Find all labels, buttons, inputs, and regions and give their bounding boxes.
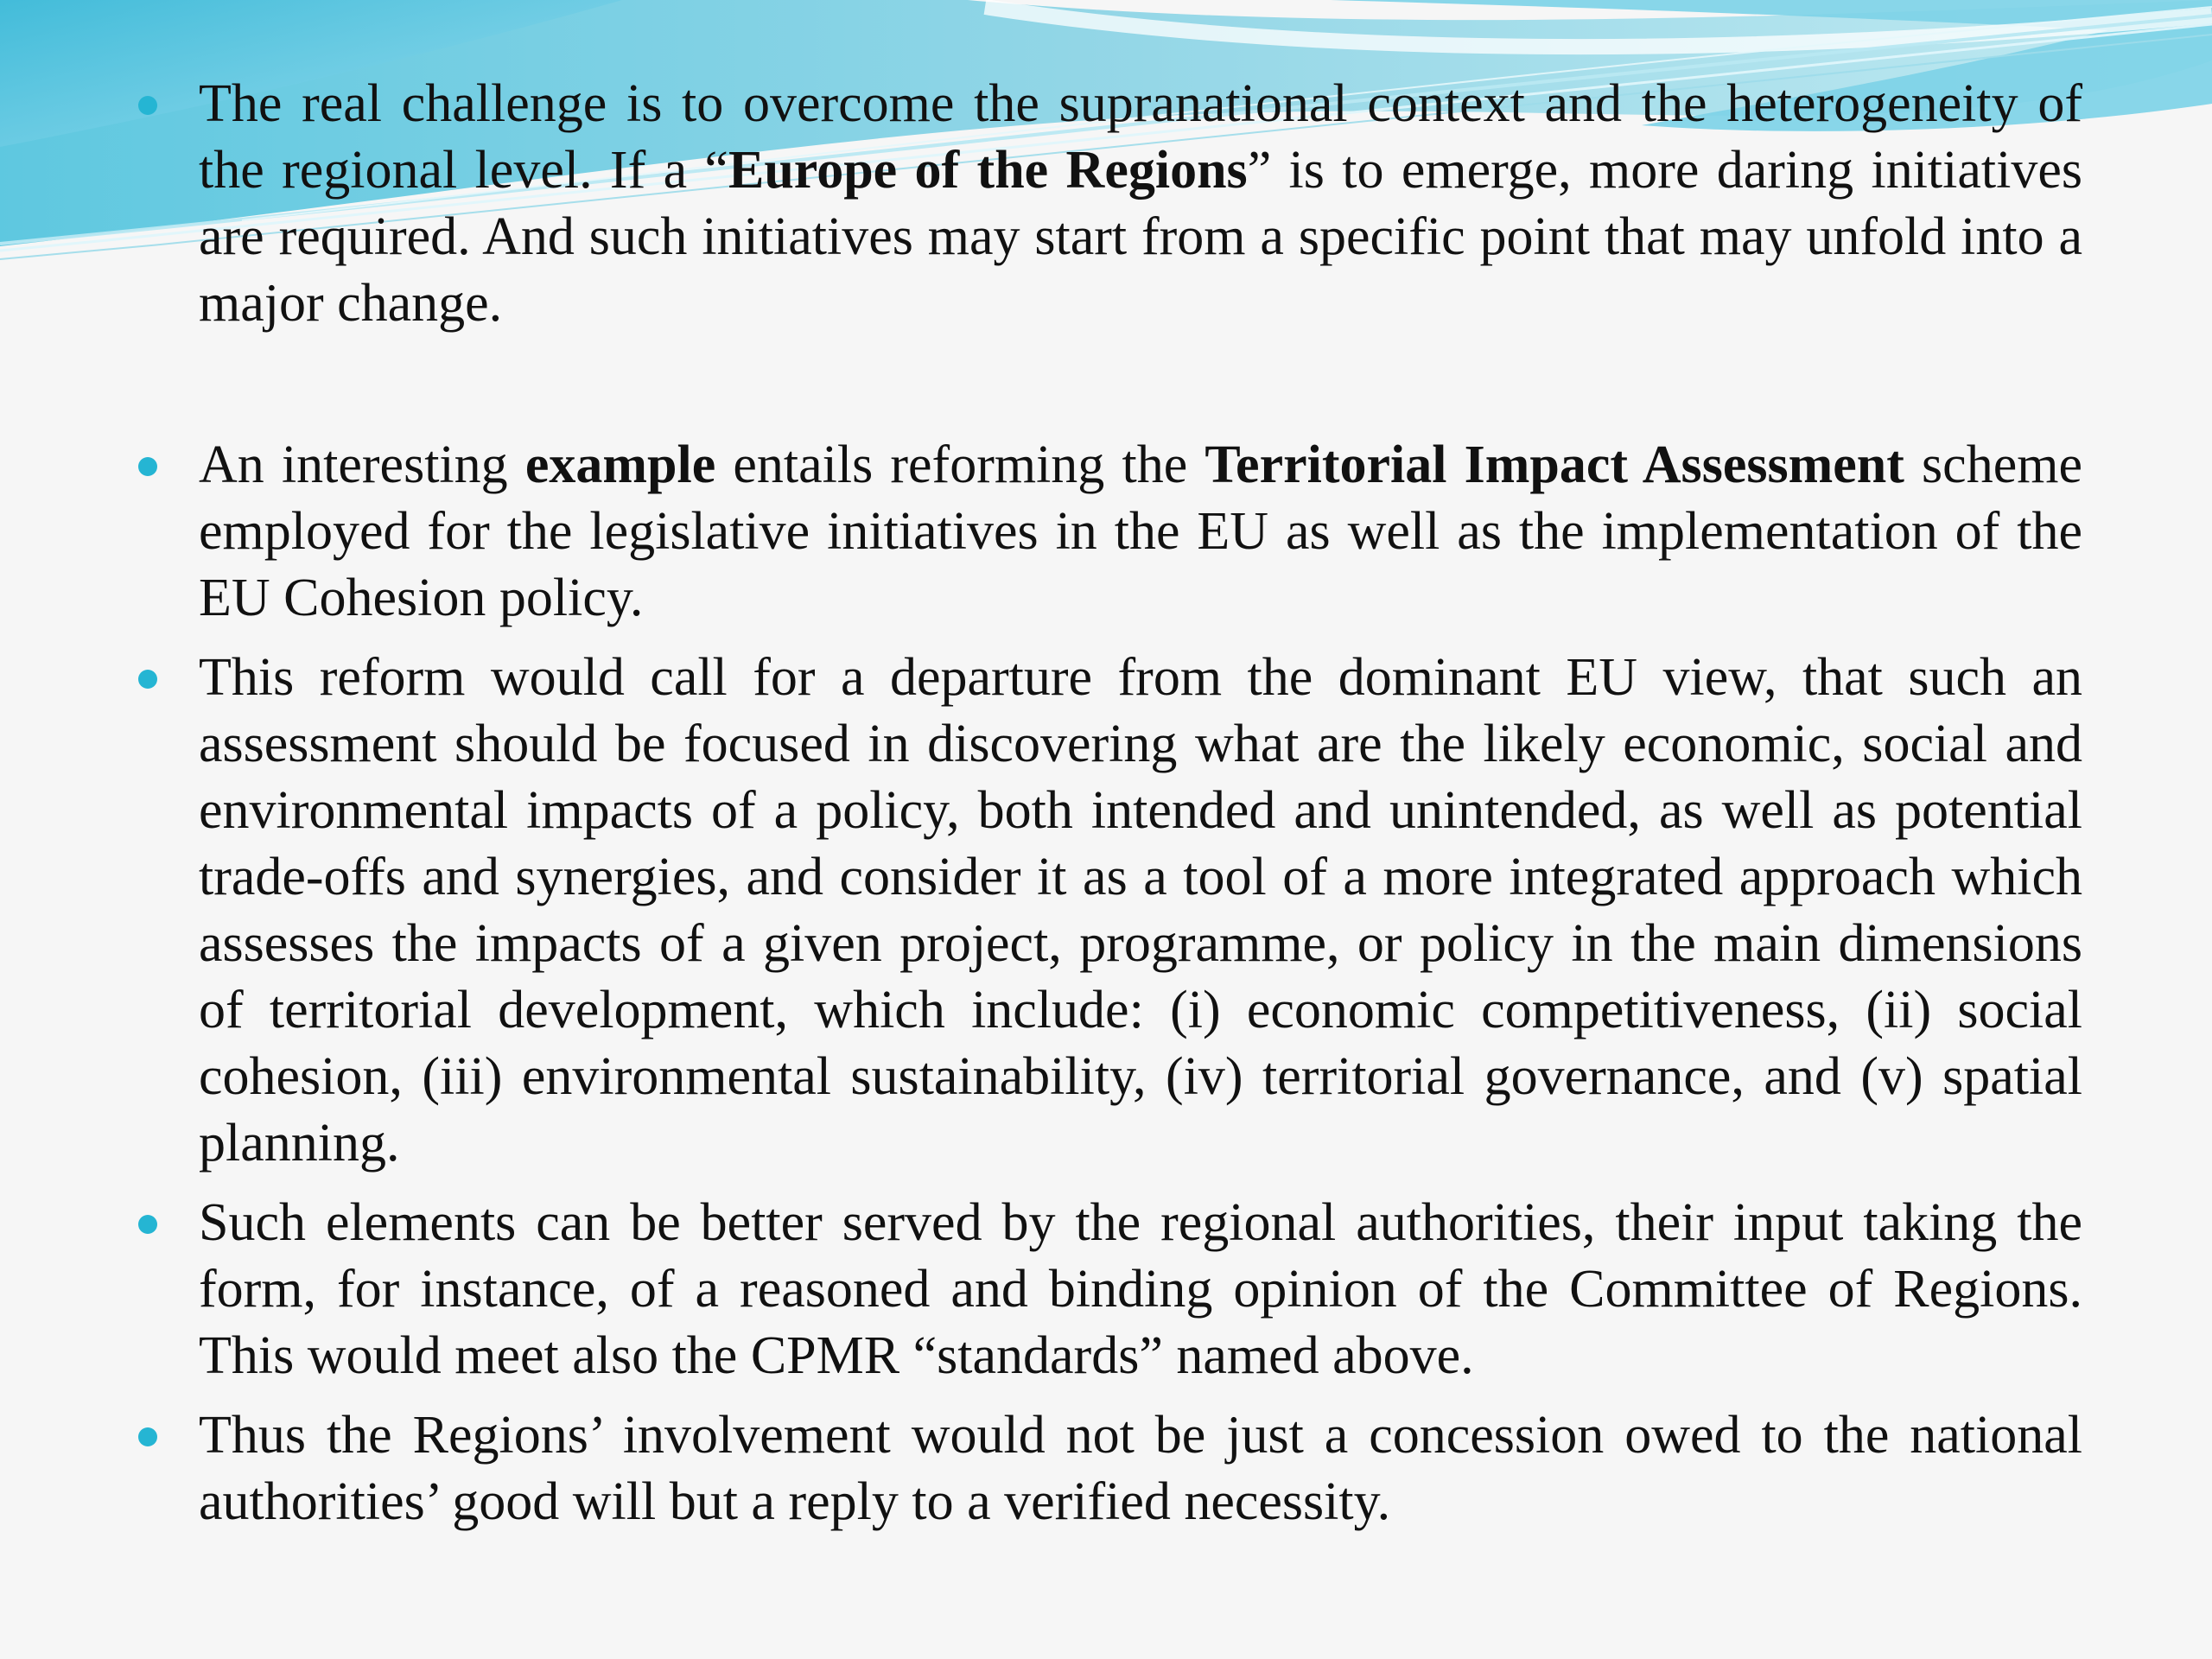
- bullet-marker-1: [138, 96, 157, 115]
- bullet-2-segment-4: Territorial Impact Assessment: [1205, 435, 1904, 494]
- bullet-marker-2: [138, 457, 157, 476]
- bullet-1-segment-2: Europe of the Regions: [728, 141, 1248, 200]
- bullet-5-segment-1: Thus the Regions’ involvement would not be just a concession owed to the national authorities’ good will but a reply to a verified necessity.: [199, 1406, 2082, 1531]
- bullet-4-segment-1: Such elements can be better served by the regional authorities, their input taking the form, for instance, of a reasoned and binding opinion of the Committee of Regions. This would meet also the CPMR “standards” named above.: [199, 1193, 2082, 1385]
- bullet-text-4: [199, 1193, 2082, 1385]
- bullet-2-segment-5: scheme employed for the legislative initiatives in the EU as well as the implementation of the EU Cohesion policy.: [199, 435, 2082, 627]
- bullet-item-1: [138, 71, 2082, 337]
- bullet-marker-4: [138, 1215, 157, 1234]
- bullet-2-segment-2: example: [524, 435, 716, 494]
- bullet-text-3: [199, 648, 2082, 1173]
- bullet-marker-5: [138, 1427, 157, 1446]
- bullet-text-1: [199, 74, 2082, 333]
- bullet-text-5: [199, 1406, 2082, 1531]
- bullet-2-segment-1: An interesting: [199, 435, 525, 494]
- bullet-text-2: [199, 435, 2082, 627]
- bullet-3-segment-1: This reform would call for a departure from the dominant EU view, that such an assessment should be focused in discovering what are the likely economic, social and environmental impacts of a policy, both intended and unintended, as well as potential trade-offs and synergies, and consider it as a tool of a more integrated approach which assesses the impacts of a given project, programme, or policy in the main dimensions of territorial development, which include: (i) economic competitiveness, (ii) social cohesion, (iii) environmental sustainability, (iv) territorial governance, and (v) spatial planning.: [199, 648, 2082, 1173]
- bullet-1-segment-3: ” is to emerge, more daring initiatives are required. And such initiatives may start from a specific point that may unfold into a major change.: [199, 141, 2083, 333]
- slide-body: [138, 71, 2082, 1535]
- bullet-marker-3: [138, 670, 157, 689]
- bullet-item-3: [138, 645, 2082, 1177]
- bullet-item-2: [138, 432, 2082, 632]
- bullet-item-5: [138, 1402, 2082, 1535]
- bullet-item-4: [138, 1190, 2082, 1389]
- bullet-2-segment-3: entails reforming the: [715, 435, 1205, 494]
- bullet-1-segment-1: The real challenge is to overcome the supranational context and the heterogeneity of the regional level. If a “: [199, 74, 2082, 200]
